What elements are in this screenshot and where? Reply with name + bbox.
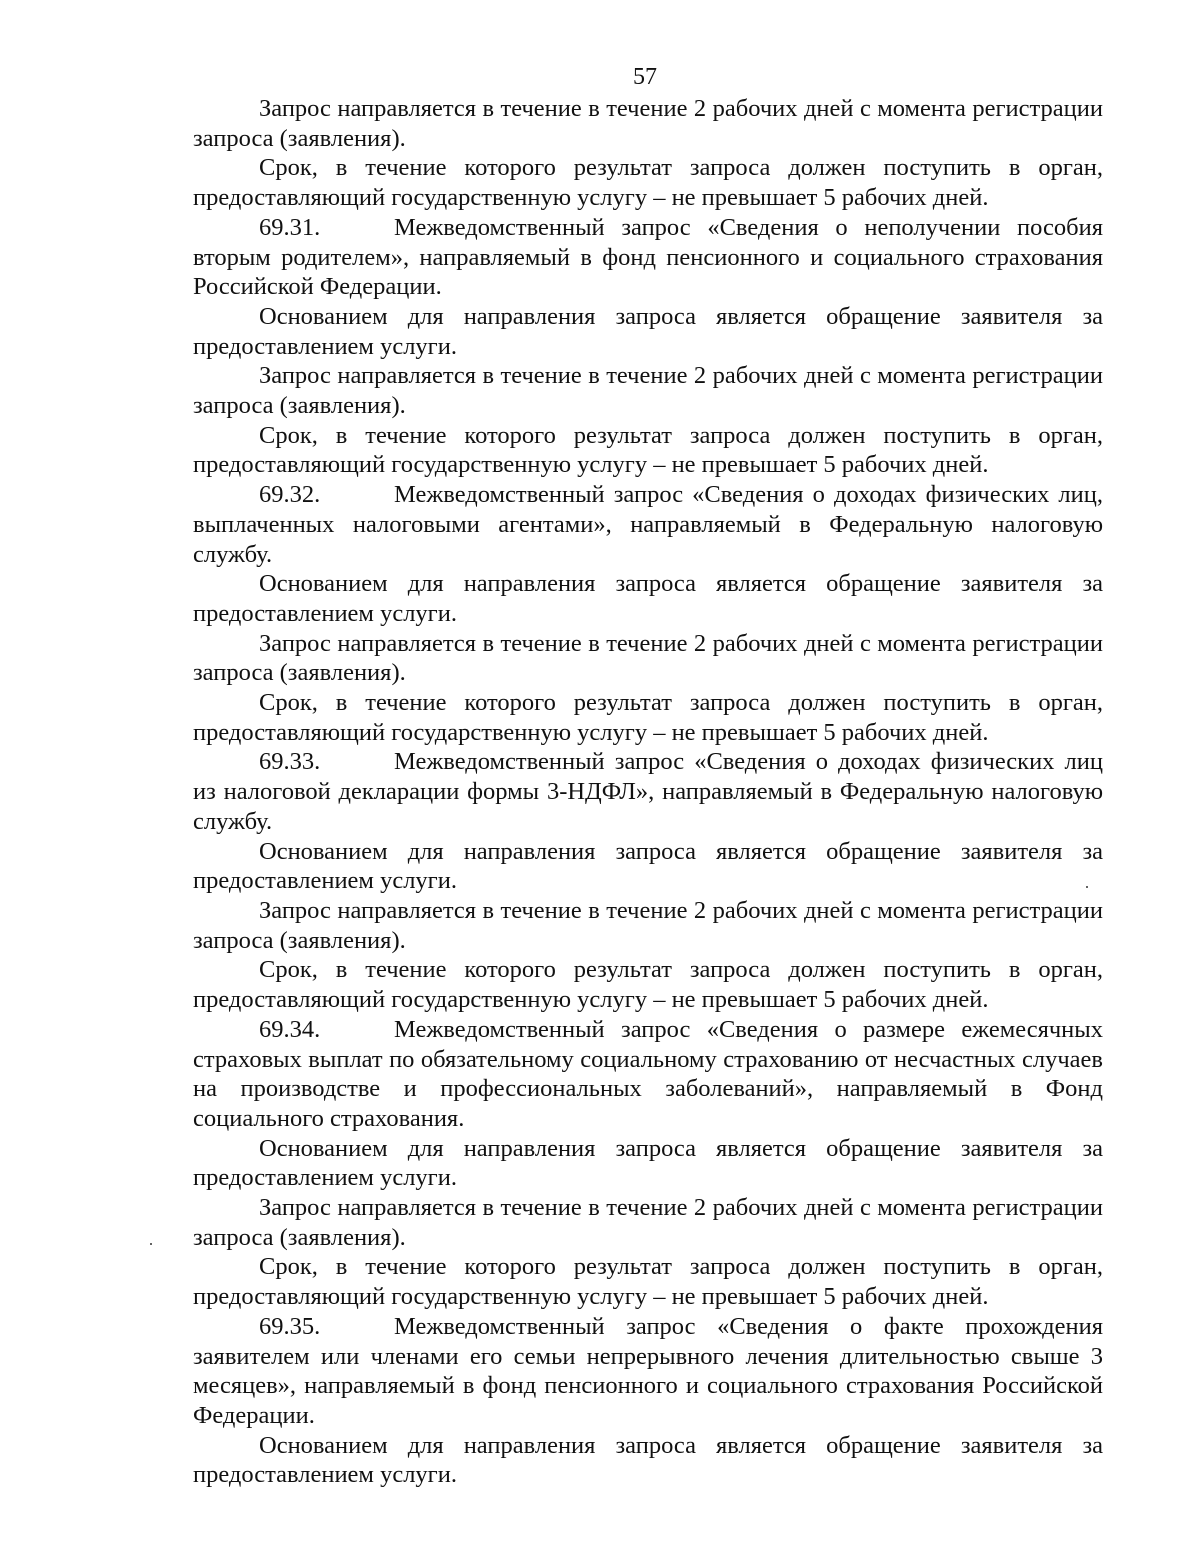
paragraph-number: 69.35. bbox=[259, 1312, 321, 1340]
numbered-paragraph bbox=[193, 480, 1103, 569]
paragraph bbox=[193, 302, 1103, 361]
numbered-paragraph bbox=[193, 1312, 1103, 1431]
paragraph-text: Срок, в течение которого результат запроса должен поступить в орган, предоставляющий государственную услугу – не превышает 5 рабочих дней. bbox=[193, 956, 1103, 1014]
numbered-paragraph bbox=[193, 1015, 1103, 1134]
scan-speck bbox=[1086, 886, 1088, 888]
paragraph-text: Межведомственный запрос «Сведения о доходах физических лиц, выплаченных налоговыми агентами», направляемый в Федеральную налоговую службу. bbox=[193, 481, 1103, 568]
paragraph-text: Основанием для направления запроса является обращение заявителя за предоставлением услуги. bbox=[193, 302, 1103, 360]
paragraph-text: Межведомственный запрос «Сведения о факте прохождения заявителем или членами его семьи непрерывного лечения длительностью свыше 3 месяцев», направляемый в фонд пенсионного и социального страхования Российской Федерации. bbox=[193, 1312, 1103, 1429]
page-number: 57 bbox=[633, 64, 657, 90]
paragraph bbox=[193, 421, 1103, 480]
paragraph bbox=[193, 837, 1103, 896]
paragraph-text: Запрос направляется в течение в течение 2 рабочих дней с момента регистрации запроса (заявления). bbox=[193, 896, 1103, 954]
paragraph-text: Срок, в течение которого результат запроса должен поступить в орган, предоставляющий государственную услугу – не превышает 5 рабочих дней. bbox=[193, 1253, 1103, 1311]
paragraph bbox=[193, 955, 1103, 1014]
paragraph-number: 69.33. bbox=[259, 748, 321, 776]
paragraph bbox=[193, 629, 1103, 688]
scan-speck bbox=[150, 1243, 152, 1245]
paragraph-text: Основанием для направления запроса является обращение заявителя за предоставлением услуги. bbox=[193, 1134, 1103, 1192]
paragraph bbox=[193, 688, 1103, 747]
paragraph-text: Срок, в течение которого результат запроса должен поступить в орган, предоставляющий государственную услугу – не превышает 5 рабочих дней. bbox=[193, 689, 1103, 746]
paragraph bbox=[193, 1252, 1103, 1311]
paragraph-text: Межведомственный запрос «Сведения о размере ежемесячных страховых выплат по обязательному социальному страхованию от несчастных случаев на производстве и профессиональных заболеваний», направляемый в Фонд социального страхования. bbox=[193, 1015, 1103, 1132]
paragraph-text: Срок, в течение которого результат запроса должен поступить в орган, предоставляющий государственную услугу – не превышает 5 рабочих дней. bbox=[193, 154, 1103, 212]
paragraph bbox=[193, 94, 1103, 153]
numbered-paragraph bbox=[193, 747, 1103, 836]
paragraph-text: Межведомственный запрос «Сведения о неполучении пособия вторым родителем», направляемый в фонд пенсионного и социального страхования Российской Федерации. bbox=[193, 213, 1103, 301]
paragraph-text: Запрос направляется в течение в течение 2 рабочих дней с момента регистрации запроса (заявления). bbox=[193, 362, 1103, 420]
paragraph bbox=[193, 361, 1103, 420]
document-body bbox=[193, 94, 1103, 1490]
paragraph-text: Запрос направляется в течение в течение 2 рабочих дней с момента регистрации запроса (заявления). bbox=[193, 95, 1103, 152]
paragraph-number: 69.32. bbox=[259, 481, 321, 509]
paragraph-text: Запрос направляется в течение в течение 2 рабочих дней с момента регистрации запроса (заявления). bbox=[193, 1194, 1103, 1251]
paragraph-text: Срок, в течение которого результат запроса должен поступить в орган, предоставляющий государственную услугу – не превышает 5 рабочих дней. bbox=[193, 421, 1103, 479]
paragraph bbox=[193, 153, 1103, 212]
paragraph bbox=[193, 569, 1103, 628]
paragraph bbox=[193, 1134, 1103, 1193]
paragraph-text: Основанием для направления запроса является обращение заявителя за предоставлением услуги. bbox=[193, 837, 1103, 895]
paragraph-number: 69.34. bbox=[259, 1015, 321, 1043]
paragraph-text: Межведомственный запрос «Сведения о доходах физических лиц из налоговой декларации формы 3-НДФЛ», направляемый в Федеральную налоговую службу. bbox=[193, 748, 1103, 835]
paragraph-text: Основанием для направления запроса является обращение заявителя за предоставлением услуги. bbox=[193, 1431, 1103, 1489]
paragraph-text: Запрос направляется в течение в течение 2 рабочих дней с момента регистрации запроса (заявления). bbox=[193, 629, 1103, 687]
paragraph bbox=[193, 1193, 1103, 1252]
paragraph bbox=[193, 1431, 1103, 1490]
paragraph bbox=[193, 896, 1103, 955]
paragraph-number: 69.31. bbox=[259, 213, 321, 241]
numbered-paragraph bbox=[193, 213, 1103, 302]
paragraph-text: Основанием для направления запроса является обращение заявителя за предоставлением услуги. bbox=[193, 570, 1103, 627]
